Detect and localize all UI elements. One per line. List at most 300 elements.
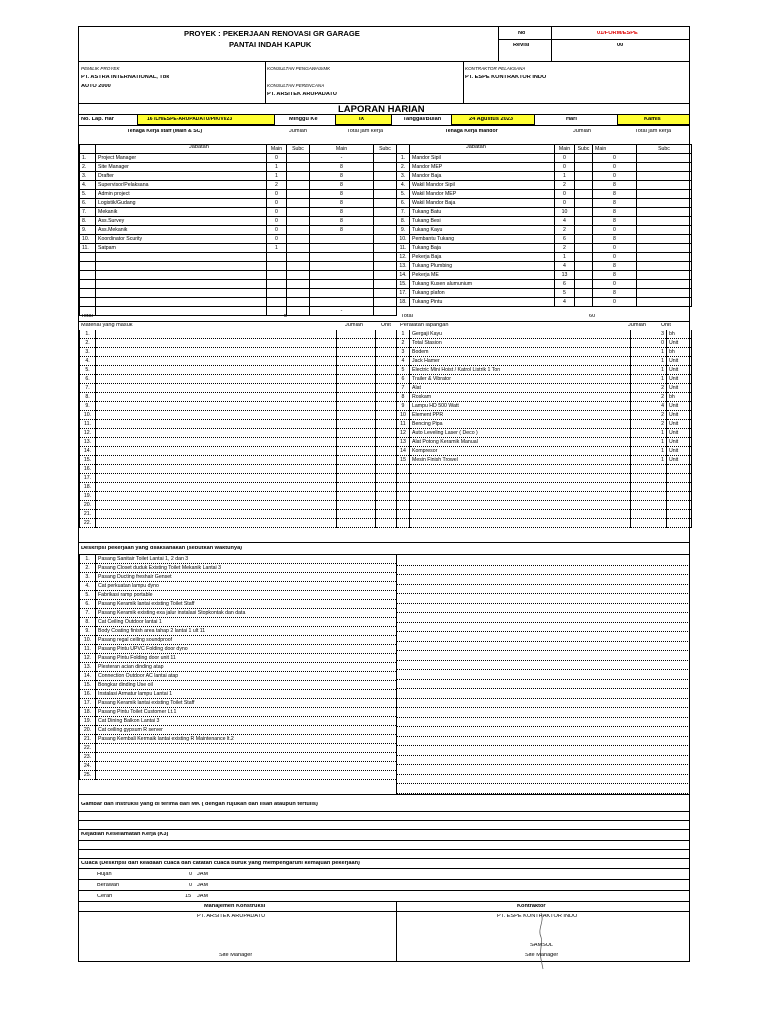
equipment-row — [397, 429, 692, 438]
staff-totaljam-header: Total jam kerja — [347, 129, 384, 134]
equipment-row-qty: 3 — [631, 330, 667, 339]
material-row-number: 22. — [80, 519, 96, 528]
mandor-row — [397, 154, 692, 163]
material-row-qty — [337, 501, 376, 510]
staff-row-position: Satpam — [96, 244, 267, 253]
mandor-row-position: Mandor MEP — [410, 163, 555, 172]
mandor-row-hours-subc — [637, 298, 692, 307]
staff-row-main: 0 — [267, 154, 287, 163]
work-table — [79, 555, 397, 780]
staff-row-subc — [287, 262, 310, 271]
staff-jumlah-header: Jumlah — [289, 129, 308, 134]
staff-subc-header: Subc — [287, 145, 310, 154]
tanggal-value: 24 Agustus 2023 — [469, 117, 513, 122]
mandor-row-main: 2 — [555, 244, 575, 253]
material-row-name — [96, 330, 337, 339]
mandor-row-number: 1. — [397, 154, 410, 163]
material-row-unit — [376, 402, 397, 411]
mandor-row-hours-main: 8 — [593, 199, 637, 208]
equipment-row-qty: 1 — [631, 429, 667, 438]
work-row-number: 5. — [80, 591, 96, 600]
equipment-row-qty: 0 — [631, 339, 667, 348]
weather-cerah-value: 15 — [185, 894, 192, 899]
tanggal-label: Tanggal/Bulan — [403, 117, 442, 122]
staff-row — [80, 190, 397, 199]
material-row-qty — [337, 330, 376, 339]
material-row-qty — [337, 492, 376, 501]
mandor-row-main: 4 — [555, 262, 575, 271]
equipment-row — [397, 501, 692, 510]
equipment-row-qty: 4 — [631, 402, 667, 411]
minggu-value: IX — [359, 117, 365, 122]
equipment-row — [397, 402, 692, 411]
weather-berawan-value: 0 — [189, 883, 193, 888]
material-row-qty — [337, 348, 376, 357]
material-row-number: 7. — [80, 384, 96, 393]
staff-row — [80, 154, 397, 163]
mandor-row — [397, 235, 692, 244]
material-row-name — [96, 420, 337, 429]
work-row — [80, 618, 397, 627]
staff-row-subc — [287, 226, 310, 235]
mandor-row-hours-subc — [637, 208, 692, 217]
material-row-number: 1. — [80, 330, 96, 339]
material-row-name — [96, 447, 337, 456]
mandor-row-subc — [575, 181, 593, 190]
staff-row-hours-main: 8 — [310, 217, 374, 226]
equipment-row-name: Element PPR — [410, 411, 631, 420]
equipment-row-qty: 1 — [631, 375, 667, 384]
staff-row-hours-subc — [374, 190, 397, 199]
mandor-row-position: Tukang Pintu — [410, 298, 555, 307]
equipment-row-qty — [631, 474, 667, 483]
staff-row-main: 1 — [267, 163, 287, 172]
work-row — [80, 582, 397, 591]
equipment-row-unit: Unit — [667, 429, 692, 438]
mandor-row-position: Wakil Mandor Baja — [410, 199, 555, 208]
staff-row-hours-main: 8 — [310, 208, 374, 217]
work-row-description — [96, 753, 397, 762]
mandor-row-subc — [575, 262, 593, 271]
materials-table — [79, 330, 397, 528]
material-row-number: 10. — [80, 411, 96, 420]
mandor-row-hours-subc — [637, 262, 692, 271]
staff-row-position: Koordinator Scurity — [96, 235, 267, 244]
equipment-row — [397, 456, 692, 465]
work-row-description: Connection Outdoor AC lantai atap — [96, 672, 397, 681]
material-row — [80, 384, 397, 393]
work-row-description — [96, 762, 397, 771]
staff-row-main: 1 — [267, 244, 287, 253]
staff-row-hours-main: 8 — [310, 163, 374, 172]
staff-row-number — [80, 289, 96, 298]
material-row-number: 5. — [80, 366, 96, 375]
mandor-row-number: 7. — [397, 208, 410, 217]
mandor-row-subc — [575, 298, 593, 307]
work-row-number: 11. — [80, 645, 96, 654]
equipment-row-unit: Unit — [667, 357, 692, 366]
equipment-row-name — [410, 492, 631, 501]
project-location: PANTAI INDAH KAPUK — [229, 41, 312, 49]
staff-row-subc — [287, 253, 310, 262]
equipment-row-qty — [631, 519, 667, 528]
material-row-unit — [376, 411, 397, 420]
staff-row-hours-subc — [374, 262, 397, 271]
staff-row-hours-subc — [374, 154, 397, 163]
material-row-unit — [376, 519, 397, 528]
material-row — [80, 438, 397, 447]
equipment-row-name — [410, 465, 631, 474]
mandor-row-main: 2 — [555, 226, 575, 235]
equipment-row-number: 6 — [397, 375, 410, 384]
staff-row-position — [96, 289, 267, 298]
equipment-row — [397, 348, 692, 357]
staff-row-main: 2 — [267, 181, 287, 190]
material-row-name — [96, 411, 337, 420]
equipment-row-name — [410, 474, 631, 483]
material-row-name — [96, 384, 337, 393]
staff-row-subc — [287, 154, 310, 163]
staff-row — [80, 172, 397, 181]
mandor-row-hours-main: 8 — [593, 208, 637, 217]
material-row-qty — [337, 420, 376, 429]
staff-row-number: 7. — [80, 208, 96, 217]
mandor-row-hours-main: 8 — [593, 289, 637, 298]
mandor-row-hours-subc — [637, 244, 692, 253]
equipment-row-qty — [631, 510, 667, 519]
work-row — [80, 690, 397, 699]
staff-row-position — [96, 262, 267, 271]
material-row-number: 6. — [80, 375, 96, 384]
equipment-row-name: Auto Leveling Laser ( Deco ) — [410, 429, 631, 438]
mandor-subheader-row — [397, 145, 692, 154]
material-row-number: 19. — [80, 492, 96, 501]
work-row-description: Instalasi Armatur lampu Lantai 1 — [96, 690, 397, 699]
material-row-qty — [337, 411, 376, 420]
materials-title: Material yang masuk — [81, 323, 133, 328]
work-right-line — [397, 669, 690, 670]
material-row-unit — [376, 348, 397, 357]
staff-row-position: Admin project — [96, 190, 267, 199]
staff-row-position: Drafter — [96, 172, 267, 181]
work-row-number: 4. — [80, 582, 96, 591]
work-right-line — [397, 650, 690, 651]
equipment-row-unit — [667, 492, 692, 501]
material-row-number: 2. — [80, 339, 96, 348]
staff-row-position — [96, 280, 267, 289]
staff-row-number: 11. — [80, 244, 96, 253]
mk-label: KONSULTAN PENGAWAS/MK — [267, 67, 331, 71]
staff-row-main: 0 — [267, 190, 287, 199]
equipment-row-qty — [631, 501, 667, 510]
staff-row-number — [80, 262, 96, 271]
equipment-row-name: Lampu HD 500 Watt — [410, 402, 631, 411]
material-row-number: 21. — [80, 510, 96, 519]
staff-row-hours-subc — [374, 199, 397, 208]
mandor-total-value: 60 — [589, 314, 596, 319]
material-row-name — [96, 501, 337, 510]
material-row-unit — [376, 510, 397, 519]
work-right-line — [397, 726, 690, 727]
equipment-row — [397, 465, 692, 474]
work-row — [80, 564, 397, 573]
material-row — [80, 465, 397, 474]
staff-row-position — [96, 298, 267, 307]
staff-row-number: 5. — [80, 190, 96, 199]
work-right-line — [397, 631, 690, 632]
planner-label: KONSULTAN PERENCANA — [267, 84, 325, 88]
staff-title: Tenaga Kerja staff (Main & SC) — [127, 129, 203, 134]
material-row — [80, 501, 397, 510]
equipment-row-name: Jack Hamer — [410, 357, 631, 366]
staff-row-subc — [287, 280, 310, 289]
work-row-description — [96, 744, 397, 753]
equipment-row-qty: 1 — [631, 366, 667, 375]
staff-row — [80, 235, 397, 244]
work-right-line — [397, 764, 690, 765]
staff-row-hours-main: - — [310, 154, 374, 163]
work-right-line — [397, 688, 690, 689]
mandor-row-main: 1 — [555, 172, 575, 181]
equipment-row — [397, 393, 692, 402]
mandor-row-main: 4 — [555, 298, 575, 307]
work-row — [80, 744, 397, 753]
mandor-row-position: Tukang plafon — [410, 289, 555, 298]
material-row-unit — [376, 393, 397, 402]
equipment-row-unit — [667, 519, 692, 528]
work-right-line — [397, 717, 690, 718]
work-right-line — [397, 679, 690, 680]
staff-row-hours-main — [310, 244, 374, 253]
staff-row-hours-main — [310, 280, 374, 289]
equipment-row-name: Mesin Finish Trowel — [410, 456, 631, 465]
project-title: PROYEK : PEKERJAAN RENOVASI GR GARAGE — [184, 30, 360, 38]
work-right-line — [397, 660, 690, 661]
equipment-row-number: 1 — [397, 330, 410, 339]
material-row-qty — [337, 456, 376, 465]
equipment-row-unit — [667, 510, 692, 519]
weather-hujan-value: 0 — [189, 872, 193, 877]
staff-row-main — [267, 253, 287, 262]
work-row-description: Pasang Pintu Toilet Customer Lt.1 — [96, 708, 397, 717]
work-row-number: 24. — [80, 762, 96, 771]
staff-row-main: 1 — [267, 172, 287, 181]
material-row — [80, 510, 397, 519]
staff-row-subc — [287, 199, 310, 208]
work-row-description: Pasang Pintu UPVC Folding door dyno — [96, 645, 397, 654]
mandor-row-main: 0 — [555, 163, 575, 172]
material-row-number: 11. — [80, 420, 96, 429]
equipment-row-number: 12 — [397, 429, 410, 438]
mandor-row-main: 0 — [555, 190, 575, 199]
mandor-title: Tenaga Kerja mandor — [445, 129, 498, 134]
work-row-number: 17. — [80, 699, 96, 708]
material-row-number: 20. — [80, 501, 96, 510]
material-row-unit — [376, 474, 397, 483]
work-right-line — [397, 584, 690, 585]
staff-row-main — [267, 271, 287, 280]
material-row-number: 17. — [80, 474, 96, 483]
material-row-name — [96, 519, 337, 528]
equipment-row — [397, 420, 692, 429]
equipment-row-unit: Unit — [667, 366, 692, 375]
work-row-number: 7. — [80, 609, 96, 618]
material-row-name — [96, 483, 337, 492]
material-row-qty — [337, 429, 376, 438]
work-row-number: 15. — [80, 681, 96, 690]
staff-row-hours-main: 8 — [310, 226, 374, 235]
work-row-description: Body Coating finish area tahap 2 lantai 1 ult 11 — [96, 627, 397, 636]
mandor-row-hours-subc — [637, 253, 692, 262]
mandor-row-position: Tukang Kusen alumunium — [410, 280, 555, 289]
staff-row-position — [96, 253, 267, 262]
mandor-row-main: 4 — [555, 217, 575, 226]
staff-jam-main-header: Main — [310, 145, 374, 154]
staff-row-position: Ass.Survey — [96, 217, 267, 226]
work-row-number: 10. — [80, 636, 96, 645]
mandor-row-hours-main: 0 — [593, 253, 637, 262]
work-right-line — [397, 783, 690, 784]
equipment-row-number — [397, 519, 410, 528]
material-row-unit — [376, 420, 397, 429]
work-row — [80, 735, 397, 744]
hari-label: Hari — [566, 117, 577, 122]
mandor-totaljam-header: Total jam kerja — [635, 129, 672, 134]
staff-row-number — [80, 280, 96, 289]
mandor-row-position: Pekerja Baja — [410, 253, 555, 262]
daily-report-sheet — [78, 26, 690, 962]
work-row-description: Pasang Keramik lantai existing Toilet Staff — [96, 600, 397, 609]
work-row — [80, 591, 397, 600]
work-row-number: 12. — [80, 654, 96, 663]
work-row-number: 1. — [80, 555, 96, 564]
material-row-qty — [337, 393, 376, 402]
work-row-number: 21. — [80, 735, 96, 744]
equipment-row-name — [410, 483, 631, 492]
revisi-label: Revisi — [513, 43, 530, 48]
work-row-number: 8. — [80, 618, 96, 627]
equipment-title: Peralatan lapangan — [400, 323, 449, 328]
staff-row-subc — [287, 235, 310, 244]
staff-row-main — [267, 280, 287, 289]
revisi-value: 00 — [617, 43, 624, 48]
staff-row-number: 2. — [80, 163, 96, 172]
material-row-name — [96, 402, 337, 411]
equipment-row-qty: 1 — [631, 456, 667, 465]
equipment-row-unit: Unit — [667, 375, 692, 384]
material-row-unit — [376, 456, 397, 465]
staff-row-number: 8. — [80, 217, 96, 226]
material-row-qty — [337, 339, 376, 348]
mandor-jam-subc-header: Subc — [637, 145, 692, 154]
material-row-name — [96, 357, 337, 366]
no-lap-value: 16 /LH/ESPE-ARUPADATU/PIK/VI/23 — [147, 117, 233, 122]
report-title: LAPORAN HARIAN — [338, 105, 425, 115]
material-row-number: 16. — [80, 465, 96, 474]
staff-row-main: 0 — [267, 208, 287, 217]
sign-right-title: Kontraktor — [517, 904, 546, 909]
material-row-unit — [376, 384, 397, 393]
material-row — [80, 411, 397, 420]
staff-row-hours-subc — [374, 298, 397, 307]
material-row-name — [96, 393, 337, 402]
work-right-line — [397, 707, 690, 708]
material-row-number: 12. — [80, 429, 96, 438]
mandor-row-hours-main: 0 — [593, 163, 637, 172]
weather-berawan-label: Berawan — [97, 883, 120, 888]
staff-row-hours-main: 8 — [310, 181, 374, 190]
mandor-row — [397, 190, 692, 199]
staff-row-hours-main — [310, 298, 374, 307]
mandor-row-main: 0 — [555, 199, 575, 208]
work-right-line — [397, 612, 690, 613]
staff-row-position: Mekanik — [96, 208, 267, 217]
equipment-row — [397, 519, 692, 528]
staff-row-position: Project Manager — [96, 154, 267, 163]
work-row — [80, 753, 397, 762]
work-row-description: Pasang Closet duduk Existing Toilet Mekanik Lantai 3 — [96, 564, 397, 573]
work-row — [80, 699, 397, 708]
staff-row — [80, 262, 397, 271]
material-row — [80, 474, 397, 483]
mandor-subc-header: Subc — [575, 145, 593, 154]
mandor-row-subc — [575, 280, 593, 289]
staff-row — [80, 163, 397, 172]
work-row — [80, 636, 397, 645]
mandor-row-position: Tukang Kayu — [410, 226, 555, 235]
staff-row-subc — [287, 217, 310, 226]
staff-row-number: 9. — [80, 226, 96, 235]
work-row-description: Cat perkuatan lampu dyno — [96, 582, 397, 591]
sign-right-company: PT. ESPE KONTRAKTOR INDO — [497, 914, 578, 919]
sign-left-role: Site Manager — [219, 953, 253, 958]
staff-row-main: 0 — [267, 217, 287, 226]
staff-row-hours-main: 8 — [310, 199, 374, 208]
material-row-number: 4. — [80, 357, 96, 366]
mandor-row — [397, 163, 692, 172]
work-right-line — [397, 745, 690, 746]
work-row-number: 6. — [80, 600, 96, 609]
material-row-name — [96, 348, 337, 357]
material-row — [80, 402, 397, 411]
work-row-number: 3. — [80, 573, 96, 582]
hari-value: Kamis — [644, 117, 661, 122]
mandor-row-main: 2 — [555, 181, 575, 190]
material-row-qty — [337, 375, 376, 384]
k3-title: Kejadian Keselamatan Kerja (K3) — [81, 832, 169, 837]
mandor-row — [397, 199, 692, 208]
staff-row — [80, 199, 397, 208]
equipment-row-name: Bodem — [410, 348, 631, 357]
work-row-number: 18. — [80, 708, 96, 717]
material-row-unit — [376, 366, 397, 375]
staff-row-main — [267, 262, 287, 271]
mandor-row-main: 6 — [555, 280, 575, 289]
material-row — [80, 429, 397, 438]
work-row-description: Plesteran acian dinding atap — [96, 663, 397, 672]
equipment-row-name: Electric Mini Hoist / Katrol Listrik 1 Ton — [410, 366, 631, 375]
sign-right-name: SAMSUL — [530, 943, 554, 948]
work-row — [80, 627, 397, 636]
mandor-row-hours-subc — [637, 289, 692, 298]
equipment-row-qty: 1 — [631, 438, 667, 447]
material-row — [80, 420, 397, 429]
mandor-row-hours-subc — [637, 271, 692, 280]
staff-row-main: 0 — [267, 235, 287, 244]
material-row — [80, 492, 397, 501]
work-row-description: Pasang Kembali Kermaik lantai existing R Maintenance lt.2 — [96, 735, 397, 744]
material-row-unit — [376, 501, 397, 510]
